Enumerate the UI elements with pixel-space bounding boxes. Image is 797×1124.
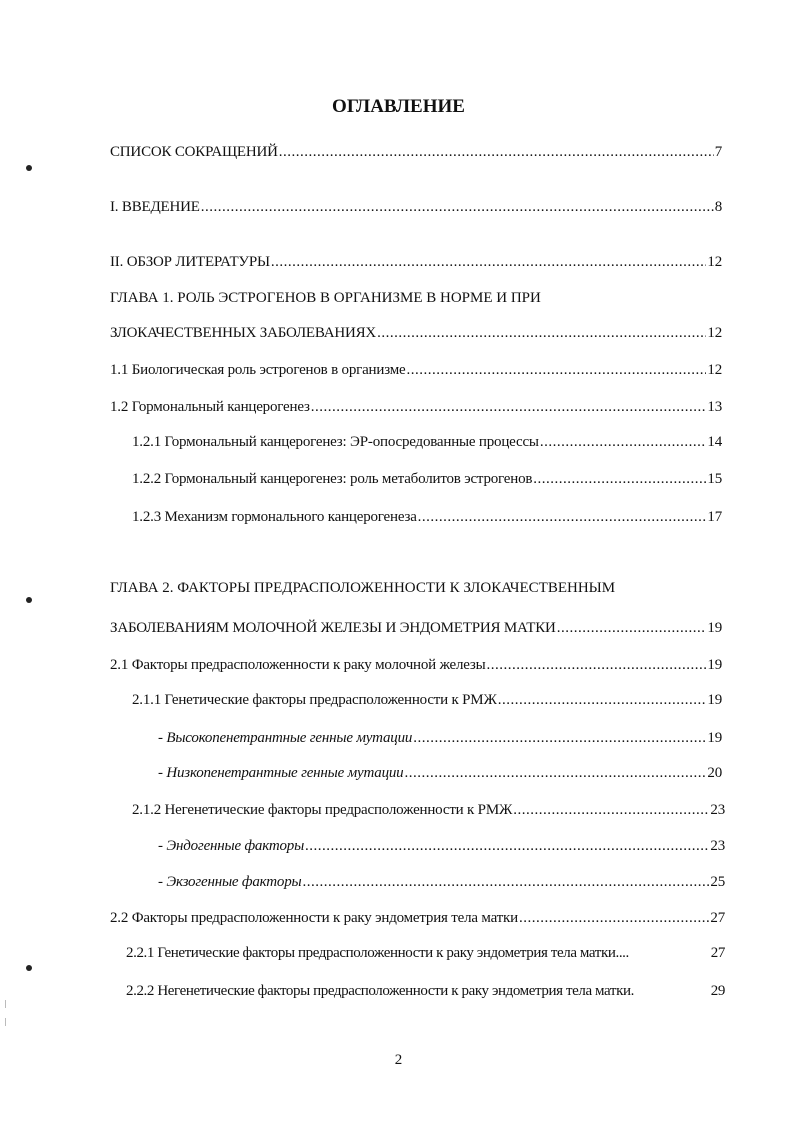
toc-entry-page: 7: [714, 144, 722, 160]
toc-entry-label: 2.1.2 Негенетические факторы предрасположенности к РМЖ: [132, 802, 513, 818]
toc-entry-page: 27: [710, 910, 725, 926]
dot-leader: [279, 142, 714, 162]
toc-entry-label: ЗАБОЛЕВАНИЯМ МОЛОЧНОЙ ЖЕЛЕЗЫ И ЭНДОМЕТРИЯ МАТКИ: [110, 620, 556, 636]
dot-leader: [513, 800, 709, 820]
toc-entry-label: 1.2.3 Механизм гормонального канцерогенеза: [132, 509, 417, 525]
toc-entry-label: ЗЛОКАЧЕСТВЕННЫХ ЗАБОЛЕВАНИЯХ: [110, 325, 377, 341]
toc-entry[interactable]: [126, 943, 725, 963]
toc-entry-label: II. ОБЗОР ЛИТЕРАТУРЫ: [110, 254, 270, 270]
toc-entry-label: 1.2.1 Гормональный канцерогенез: ЭР-опосредованные процессы: [132, 434, 539, 450]
toc-entry-page: 13: [707, 399, 722, 415]
toc-entry[interactable]: [158, 836, 725, 856]
toc-entry[interactable]: [132, 507, 722, 527]
dot-leader: [271, 252, 707, 272]
toc-entry-label: 2.1 Факторы предрасположенности к раку молочной железы: [110, 657, 486, 673]
dot-leader: [418, 507, 707, 527]
toc-entry[interactable]: [110, 618, 722, 638]
toc-entry[interactable]: [110, 142, 722, 162]
toc-entry[interactable]: [110, 197, 722, 217]
toc-entry-page: 15: [707, 471, 722, 487]
toc-entry-label: Эндогенные факторы: [166, 838, 305, 854]
toc-entry[interactable]: [158, 872, 725, 892]
toc-entry-label: Высокопенетрантные генные мутации: [166, 730, 413, 746]
dot-leader: [406, 360, 706, 380]
toc-entry-prefix: -: [158, 838, 167, 854]
toc-entry[interactable]: [132, 432, 722, 452]
toc-entry[interactable]: [132, 690, 722, 710]
toc-entry-label: 1.2.2 Гормональный канцерогенез: роль метаболитов эстрогенов: [132, 471, 533, 487]
toc-entry-page: 29: [710, 983, 725, 999]
binding-hole-mark: [26, 965, 32, 971]
toc-entry[interactable]: [110, 908, 725, 928]
dot-leader: [413, 728, 706, 748]
toc-entry-label: СПИСОК СОКРАЩЕНИЙ: [110, 144, 278, 160]
dot-leader: [404, 763, 706, 783]
toc-entry-page: 19: [707, 692, 722, 708]
toc-entry[interactable]: [110, 323, 722, 343]
dot-leader: [311, 397, 707, 417]
toc-entry-page: 23: [710, 838, 725, 854]
toc-entry-page: 12: [707, 325, 722, 341]
toc-chapter-heading-line1[interactable]: ГЛАВА 2. ФАКТОРЫ ПРЕДРАСПОЛОЖЕННОСТИ К ЗЛОКАЧЕСТВЕННЫМ: [110, 580, 616, 596]
toc-entry-label: I. ВВЕДЕНИЕ: [110, 199, 200, 215]
toc-entry-page: 14: [707, 434, 722, 450]
toc-entry[interactable]: [158, 763, 722, 783]
dot-leader: [487, 655, 707, 675]
toc-entry[interactable]: [110, 252, 722, 272]
dot-leader: [498, 690, 707, 710]
toc-entry-prefix: -: [158, 874, 167, 890]
toc-entry-page: 19: [707, 730, 722, 746]
toc-entry-page: 19: [707, 657, 722, 673]
dot-leader: [557, 618, 707, 638]
toc-entry-label: 2.2.1 Генетические факторы предрасположенности к раку эндометрия тела матки....: [126, 945, 629, 961]
dot-leader: [201, 197, 714, 217]
toc-entry-label: 2.1.1 Генетические факторы предрасположенности к РМЖ: [132, 692, 497, 708]
toc-entry[interactable]: [110, 655, 722, 675]
toc-entry-prefix: -: [158, 730, 167, 746]
toc-entry-page: 23: [710, 802, 725, 818]
toc-entry-label: Низкопенетрантные генные мутации: [166, 765, 404, 781]
binding-hole-mark: [26, 597, 32, 603]
toc-entry[interactable]: [126, 981, 725, 1001]
dot-leader: [519, 908, 709, 928]
toc-entry[interactable]: [132, 800, 725, 820]
toc-entry-page: 19: [707, 620, 722, 636]
dot-leader: [533, 469, 706, 489]
toc-entry-page: 20: [707, 765, 722, 781]
dot-leader: [377, 323, 706, 343]
scan-artifact: [5, 1018, 6, 1026]
toc-entry-page: 17: [707, 509, 722, 525]
toc-entry-label: 2.2 Факторы предрасположенности к раку эндометрия тела матки: [110, 910, 518, 926]
toc-entry[interactable]: [132, 469, 722, 489]
scan-artifact: [5, 1000, 6, 1008]
toc-entry-page: 12: [707, 362, 722, 378]
page-number: 2: [394, 1052, 403, 1068]
toc-entry[interactable]: [158, 728, 722, 748]
toc-entry-page: 8: [714, 199, 722, 215]
binding-hole-mark: [26, 165, 32, 171]
toc-entry-page: 25: [710, 874, 725, 890]
toc-title: ОГЛАВЛЕНИЕ: [332, 96, 465, 117]
toc-chapter-heading-line1[interactable]: ГЛАВА 1. РОЛЬ ЭСТРОГЕНОВ В ОРГАНИЗМЕ В НОРМЕ И ПРИ: [110, 290, 541, 306]
dot-leader: [540, 432, 707, 452]
toc-entry[interactable]: [110, 397, 722, 417]
dot-leader: [305, 836, 709, 856]
toc-entry[interactable]: [110, 360, 722, 380]
toc-entry-label: 1.1 Биологическая роль эстрогенов в организме: [110, 362, 406, 378]
toc-entry-label: Экзогенные факторы: [166, 874, 302, 890]
toc-entry-page: 12: [707, 254, 722, 270]
dot-leader: [302, 872, 709, 892]
toc-entry-prefix: -: [158, 765, 167, 781]
toc-entry-label: 2.2.2 Негенетические факторы предрасположенности к раку эндометрия тела матки.: [126, 983, 634, 999]
toc-entry-page: 27: [707, 945, 725, 961]
toc-entry-label: 1.2 Гормональный канцерогенез: [110, 399, 310, 415]
